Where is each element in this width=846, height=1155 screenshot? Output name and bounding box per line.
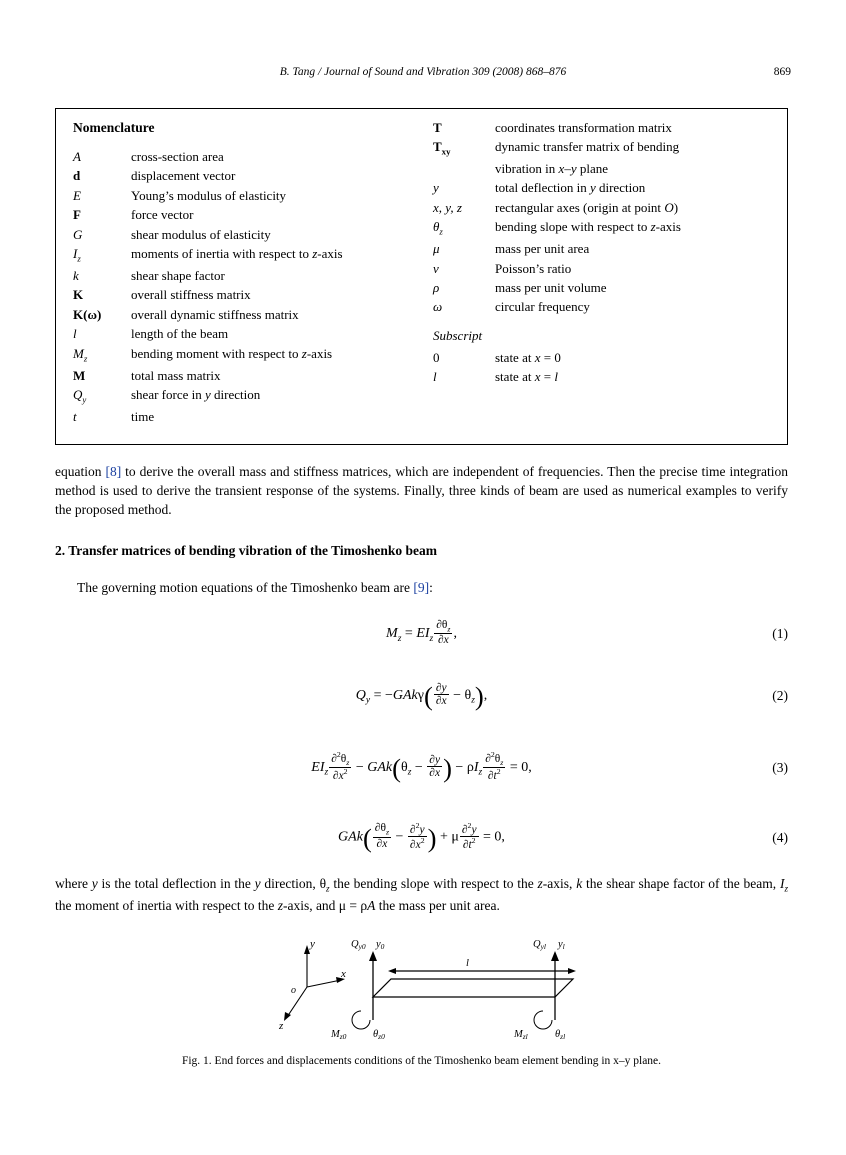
figure-1 [55, 925, 788, 1055]
nomenclature-entry [73, 188, 423, 204]
nomenclature-description: total mass matrix [131, 367, 221, 383]
nomenclature-entry [433, 139, 773, 158]
nomenclature-description-continuation: vibration in x–y plane [495, 161, 609, 177]
nomenclature-description: dynamic transfer matrix of bending [495, 139, 680, 155]
figure-1-caption [55, 1055, 788, 1067]
equation-3-body: $EI_z$ $\frac{\partial^2\theta_z}{\partial x^2}$ − $GAk(\theta_z$ − $\frac{\partial y}{\partial x}$ ) − $\rho I_z$ $\frac{\partial^2\theta_z}{\partial t^2}$ = 0, [311, 749, 532, 784]
label-shear-right: Qyl [533, 939, 547, 951]
equation-4 [55, 820, 788, 854]
nomenclature-symbol: y [433, 180, 439, 196]
nomenclature-description: displacement vector [131, 168, 236, 184]
force-arrow-left [369, 951, 377, 961]
nomenclature-entry [73, 409, 423, 425]
figure-1-drawing [55, 925, 788, 1055]
label-slope-left: θz0 [373, 1029, 385, 1041]
label-deflection-right: yl [558, 939, 565, 951]
paragraph-intro-continued [55, 462, 788, 519]
length-arrow-right [568, 968, 576, 974]
equation-3 [55, 749, 788, 784]
nomenclature-description: length of the beam [131, 326, 229, 342]
equation-4-body: GAk( $\frac{\partial\theta_z}{\partial x}$ − $\frac{\partial^2y}{\partial x^2}$ ) + μ $\frac{\partial^2y}{\partial t^2}$ = 0, [338, 820, 505, 854]
axis-label-x: x [341, 968, 346, 980]
paragraph-variable-definitions: where y is the total deflection in the y direction, $\theta_z$ the bending slope with respect to the z-axis, k the shear shape factor of the beam, $I_z$ the moment of inertia with respect to the z-axis, and μ = ρA the mass per unit area. [55, 876, 789, 913]
nomenclature-entry [73, 207, 423, 223]
paragraph-text-post: to derive the overall mass and stiffness matrices, which are independent of frequencies. Then the precise time integration method is used to derive the transient response of the systems. Finally, three kinds of beam are used as numerical examples to verify the proposed method. [55, 464, 788, 518]
nomenclature-description: time [131, 408, 155, 424]
nomenclature-symbol: G [73, 226, 83, 242]
nomenclature-description: Young’s modulus of elasticity [131, 187, 287, 203]
nomenclature-symbol: $M_z$ [73, 345, 88, 364]
nomenclature-entry [73, 307, 423, 323]
nomenclature-entry [73, 346, 423, 365]
nomenclature-entry [433, 241, 773, 257]
nomenclature-description: shear force in y direction [131, 387, 261, 403]
moment-arc-right [534, 1011, 552, 1029]
nomenclature-symbol: l [73, 326, 77, 342]
nomenclature-symbol: K [73, 287, 84, 303]
label-moment-left: Mz0 [331, 1029, 347, 1041]
label-deflection-left: y0 [376, 939, 385, 951]
nomenclature-description: shear shape factor [131, 268, 225, 284]
paragraph-text-pre: The governing motion equations of the Timoshenko beam are [77, 580, 414, 595]
nomenclature-symbol: t [73, 408, 77, 424]
paragraph-text-pre: equation [55, 464, 106, 479]
nomenclature-symbol: $Q_y$ [73, 387, 87, 405]
page-number: 869 [773, 66, 791, 78]
label-length: l [466, 958, 469, 969]
nomenclature-entry [73, 168, 423, 184]
nomenclature-symbol: k [73, 268, 79, 284]
force-arrow-right [551, 951, 559, 961]
nomenclature-entry [433, 200, 773, 216]
nomenclature-entry [433, 299, 773, 315]
equation-2 [55, 681, 788, 712]
nomenclature-symbol: $T_{xy}$ [433, 139, 451, 158]
label-slope-right: θzl [555, 1029, 566, 1041]
nomenclature-entry [73, 268, 423, 284]
nomenclature-right-column [433, 120, 773, 389]
nomenclature-description: overall stiffness matrix [131, 287, 251, 303]
axis-label-z: z [279, 1020, 284, 1032]
nomenclature-symbol: 0 [433, 349, 440, 365]
axis-label-origin: o [291, 985, 296, 996]
nomenclature-symbol: M [73, 367, 86, 383]
equation-1-number: (1) [772, 625, 788, 641]
length-arrow-left [388, 968, 396, 974]
nomenclature-description: state at x = 0 [495, 349, 561, 365]
reference-link-9[interactable]: [9] [413, 580, 430, 595]
nomenclature-symbol: x, y, z [433, 199, 462, 215]
nomenclature-entry [433, 369, 773, 385]
nomenclature-subscript-heading: Subscript [433, 327, 483, 343]
nomenclature-symbol: $\theta_z$ [433, 219, 443, 237]
label-moment-right: Mzl [514, 1029, 528, 1041]
paragraph-text-post: : [429, 580, 433, 595]
nomenclature-symbol: l [433, 369, 437, 385]
nomenclature-entry [73, 287, 423, 303]
equation-4-number: (4) [772, 829, 788, 845]
nomenclature-symbol: E [73, 187, 81, 203]
nomenclature-symbol: d [73, 168, 81, 184]
nomenclature-symbol: v [433, 260, 439, 276]
nomenclature-description: Poisson’s ratio [495, 260, 572, 276]
nomenclature-description: moments of inertia with respect to z-axis [131, 246, 343, 262]
nomenclature-entry [433, 350, 773, 366]
nomenclature-description: overall dynamic stiffness matrix [131, 306, 299, 322]
equation-3-number: (3) [772, 759, 788, 775]
nomenclature-description: total deflection in y direction [495, 180, 646, 196]
nomenclature-description: circular frequency [495, 299, 590, 315]
nomenclature-symbol: ω [433, 299, 443, 315]
nomenclature-entry [73, 326, 423, 342]
nomenclature-entry [73, 368, 423, 384]
nomenclature-description: state at x = l [495, 369, 558, 385]
nomenclature-description: force vector [131, 207, 194, 223]
reference-link-8[interactable]: [8] [105, 464, 122, 479]
nomenclature-box [55, 108, 788, 445]
nomenclature-title: Nomenclature [73, 120, 155, 135]
nomenclature-entry [433, 180, 773, 196]
equation-1-body: $M_z = EI_z$ $\frac{\partial\theta_z}{\partial x}$ , [386, 618, 457, 647]
nomenclature-symbol: T [433, 120, 442, 135]
nomenclature-symbol: A [73, 149, 81, 164]
nomenclature-symbol: μ [433, 241, 440, 257]
equation-2-body: $Q_y = -GAk\gamma$( $\frac{\partial y}{\partial x}$ − $\theta_z$), [355, 681, 488, 712]
nomenclature-entry [73, 246, 423, 265]
nomenclature-left-column [73, 149, 423, 428]
paragraph-governing-equations [55, 578, 788, 597]
nomenclature-entry [433, 280, 773, 296]
moment-arc-left [352, 1011, 370, 1029]
nomenclature-symbol: K(ω) [73, 306, 102, 322]
nomenclature-entry [433, 261, 773, 277]
nomenclature-entry [73, 227, 423, 243]
nomenclature-symbol: F [73, 207, 81, 223]
axis-label-y: y [310, 938, 315, 950]
nomenclature-symbol: ρ [433, 280, 440, 296]
section-heading-2: 2. Transfer matrices of bending vibration of the Timoshenko beam [55, 543, 438, 558]
equation-1 [55, 620, 788, 648]
label-shear-left: Qy0 [351, 939, 366, 951]
nomenclature-entry [73, 387, 423, 406]
nomenclature-description: bending slope with respect to z-axis [495, 219, 681, 235]
nomenclature-description: cross-section area [131, 149, 224, 164]
nomenclature-description: bending moment with respect to z-axis [131, 345, 333, 361]
figure-caption-text: Fig. 1. End forces and displacements conditions of the Timoshenko beam element bending in x–y plane. [181, 1055, 662, 1067]
nomenclature-description: coordinates transformation matrix [495, 120, 672, 135]
nomenclature-entry [433, 120, 773, 136]
nomenclature-description: shear modulus of elasticity [131, 226, 271, 242]
equation-2-number: (2) [772, 687, 788, 703]
nomenclature-description: mass per unit area [495, 241, 590, 257]
nomenclature-description: mass per unit volume [495, 280, 607, 296]
running-head: B. Tang / Journal of Sound and Vibration 309 (2008) 868–876 [279, 66, 567, 78]
nomenclature-entry [73, 149, 423, 165]
nomenclature-description: rectangular axes (origin at point O) [495, 199, 679, 215]
nomenclature-entry [433, 219, 773, 238]
nomenclature-symbol: $I_z$ [73, 246, 81, 264]
beam-element-body [373, 979, 573, 997]
